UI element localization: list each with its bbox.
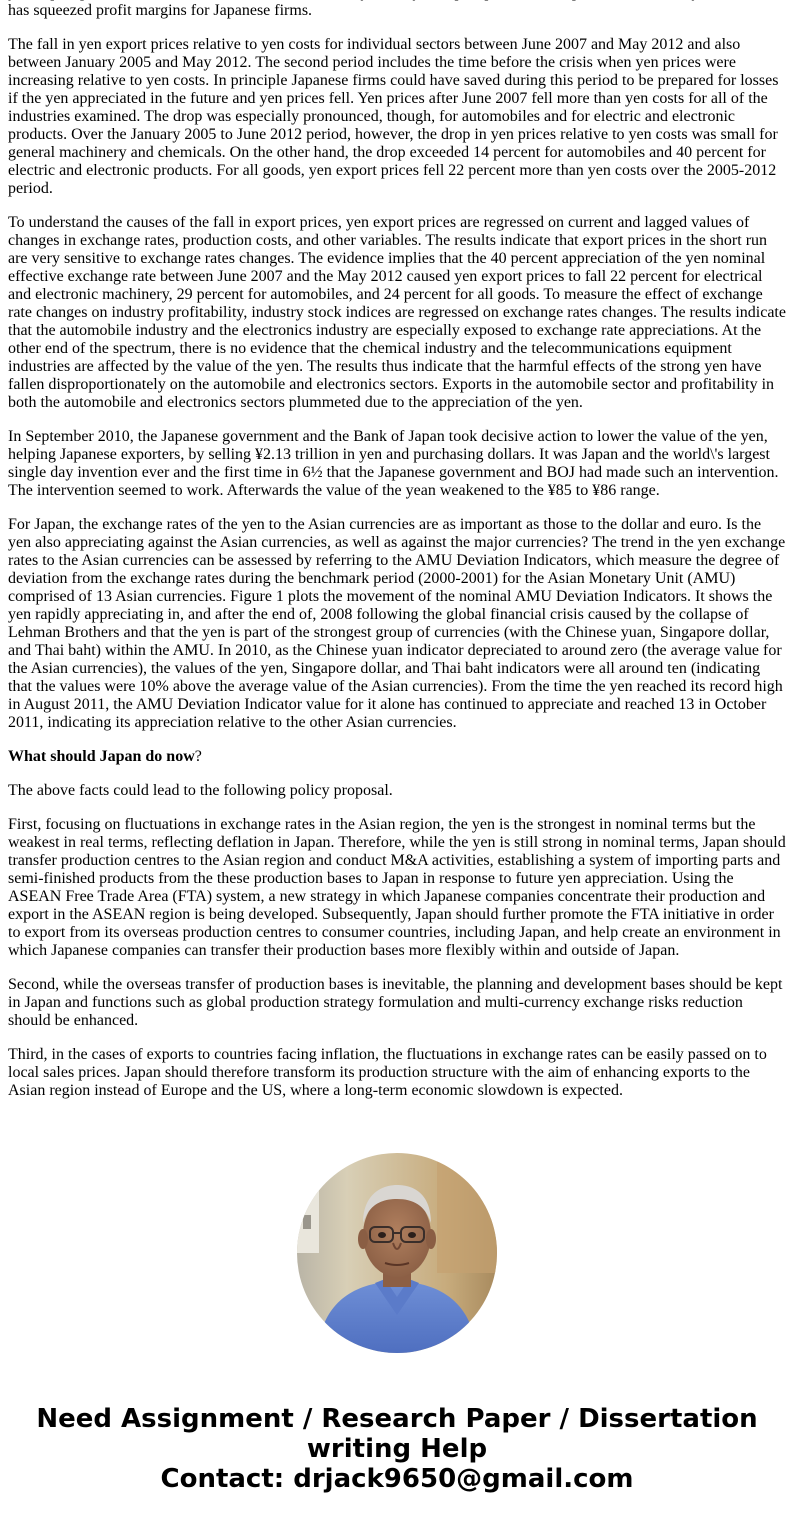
section-heading — [8, 748, 788, 766]
article-paragraph: The fall in yen export prices relative to yen costs for individual sectors between June 2007 and May 2012 and also between January 2005 and May 2012. The second period includes the time before the crisis when yen prices were increasing relative to yen costs. In principle Japanese firms could have saved during this period to be prepared for losses if the yen appreciated in the future and yen prices fell. Yen prices after June 2007 fell more than yen costs for all of the industries examined. The drop was especially pronounced, though, for automobiles and for electric and electronic products. Over the January 2005 to June 2012 period, however, the drop in yen prices relative to yen costs was small for general machinery and chemicals. On the other hand, the drop exceeded 14 percent for automobiles and 40 percent for electric and electronic products. For all goods, yen export prices fell 22 percent more than yen costs over the 2005-2012 period. — [8, 36, 779, 197]
author-avatar — [297, 1153, 497, 1353]
article-paragraph: Second, while the overseas transfer of production bases is inevitable, the planning and development bases should be kept in Japan and functions such as global production strategy formulation and multi-currency exchange risks reduction should be enhanced. — [8, 976, 783, 1029]
section-heading-suffix: ? — [194, 748, 202, 765]
promo-line-1: Need Assignment / Research Paper / Dissertation — [36, 1404, 758, 1434]
article-paragraph: has squeezed profit margins for Japanese firms. — [8, 2, 313, 19]
article-body — [8, 0, 788, 1116]
promo-line-2: writing Help — [306, 1434, 488, 1464]
promo-contact: Contact: drjack9650@gmail.com — [160, 1464, 634, 1494]
author-portrait-image — [297, 1153, 497, 1353]
article-paragraph: Third, in the cases of exports to countries facing inflation, the fluctuations in exchange rates can be easily passed on to local sales prices. Japan should therefore transform its production structure with the aim of enhancing exports to the Asian region instead of Europe and the US, where a long-term economic slowdown is expected. — [8, 1046, 767, 1099]
section-heading-text: What should Japan do now — [8, 748, 195, 765]
article-paragraph: To understand the causes of the fall in export prices, yen export prices are regressed on current and lagged values of changes in exchange rates, production costs, and other variables. The results indicate that export prices in the short run are very sensitive to exchange rates changes. The evidence implies that the 40 percent appreciation of the yen nominal effective exchange rate between June 2007 and the May 2012 caused yen export prices to fall 22 percent for electrical and electronic machinery, 29 percent for automobiles, and 24 percent for all goods. To measure the effect of exchange rate changes on industry profitability, industry stock indices are regressed on exchange rates changes. The results indicate that the automobile industry and the electronics industry are especially exposed to exchange rate appreciations. At the other end of the spectrum, there is no evidence that the chemical industry and the telecommunications equipment industries are affected by the value of the yen. The results thus indicate that the harmful effects of the strong yen have fallen disproportionately on the automobile and electronics sectors. Exports in the automobile sector and profitability in both the automobile and electronics sectors plummeted due to the appreciation of the yen. — [8, 214, 786, 411]
article-paragraph: The above facts could lead to the following policy proposal. — [8, 782, 393, 799]
article-paragraph: First, focusing on fluctuations in exchange rates in the Asian region, the yen is the strongest in nominal terms but the weakest in real terms, reflecting deflation in Japan. Therefore, while the yen is still strong in nominal terms, Japan should transfer production centres to the Asian region and conduct M&A activities, establishing a system of importing parts and semi-finished products from the these production bases to Japan in response to future yen appreciation. Using the ASEAN Free Trade Area (FTA) system, a new strategy in which Japanese companies concentrate their production and export in the ASEAN region is being developed. Subsequently, Japan should further promote the FTA initiative in order to export from its overseas production centres to consumer countries, including Japan, and help create an environment in which Japanese companies can transfer their production bases more flexibly within and outside of Japan. — [8, 816, 786, 959]
promo-banner — [0, 1404, 794, 1494]
article-paragraph: For Japan, the exchange rates of the yen to the Asian currencies are as important as those to the dollar and euro. Is the yen also appreciating against the Asian currencies, as well as against the major currencies? The trend in the yen exchange rates to the Asian currencies can be assessed by referring to the AMU Deviation Indicators, which measure the degree of deviation from the exchange rates during the benchmark period (2000-2001) for the Asian Monetary Unit (AMU) comprised of 13 Asian currencies. Figure 1 plots the movement of the nominal AMU Deviation Indicators. It shows the yen rapidly appreciating in, and after the end of, 2008 following the global financial crisis caused by the collapse of Lehman Brothers and that the yen is part of the strongest group of currencies (with the Chinese yuan, Singapore dollar, and Thai baht) within the AMU. In 2010, as the Chinese yuan indicator depreciated to around zero (the average value for the Asian currencies), the values of the yen, Singapore dollar, and Thai baht indicators were all around ten (indicating that the values were 10% above the average value of the Asian currencies). From the time the yen reached its record high in August 2011, the AMU Deviation Indicator value for it alone has continued to appreciate and reached 13 in October 2011, indicating its appreciation relative to the other Asian currencies. — [8, 516, 786, 731]
article-paragraph: In September 2010, the Japanese government and the Bank of Japan took decisive action to lower the value of the yen, helping Japanese exporters, by selling ¥2.13 trillion in yen and purchasing dollars. It was Japan and the world\'s largest single day invention ever and the first time in 6½ that the Japanese government and BOJ had made such an intervention. The intervention seemed to work. Afterwards the value of the yean weakened to the ¥85 to ¥86 range. — [8, 428, 779, 499]
